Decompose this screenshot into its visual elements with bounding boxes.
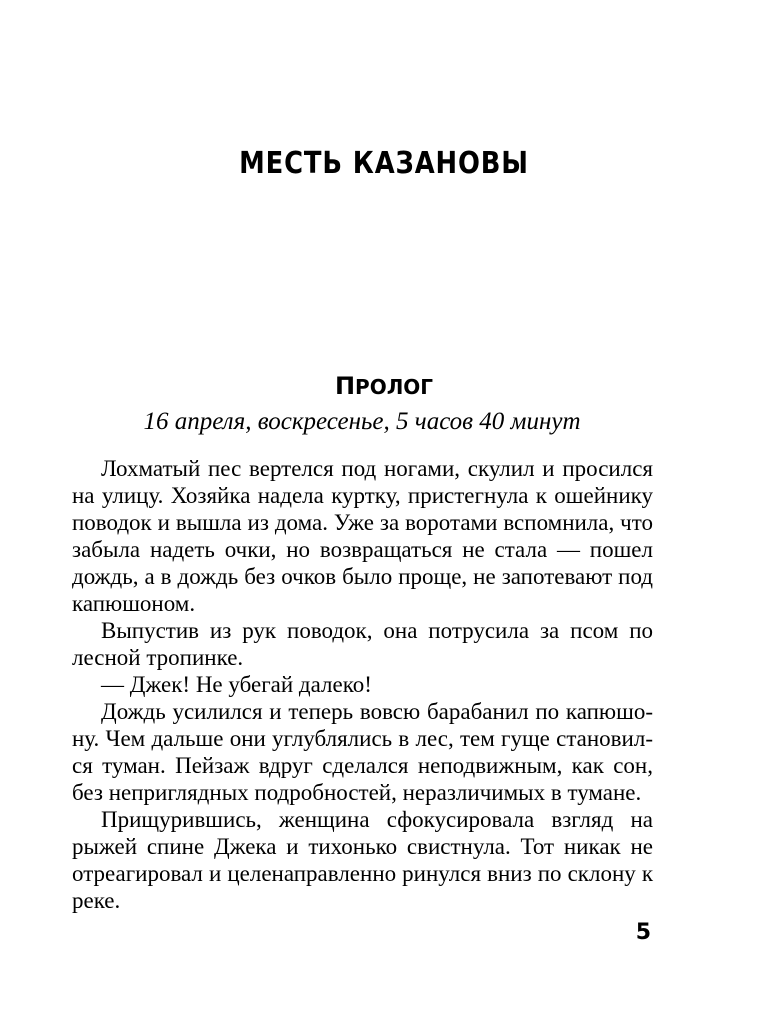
paragraph-4: Дождь усилился и теперь вовсю барабанил по капюшону. Чем дальше они углублялись в лес, тем гуще становился туман. Пейзаж вдруг сделался неподвижным, как сон, без неприглядных подробностей, неразличимых в тумане. [72,699,653,805]
chapter-dateline: 16 апреля, воскресенье, 5 часов 40 минут [143,408,581,435]
body-text [72,455,653,914]
paragraph-2: Выпустив из рук поводок, она потрусила за псом по лесной тропинке. [72,618,653,670]
page-number: 5 [635,920,651,945]
chapter-title-rest: РОЛОГ [355,375,434,399]
chapter-title-lead-letter: П [334,372,356,400]
paragraph-3: — Джек! Не убегай далеко! [101,672,372,697]
book-title: МЕСТЬ КАЗАНОВЫ [239,146,529,181]
paragraph-1: Лохматый пес вертелся под ногами, скулил и просился на улицу. Хозяйка надела куртку, пристегнула к ошейнику поводок и вышла из дома. Уже за воротами вспомнила, что забыла надеть очки, но возвращаться не стала — пошел дождь, а в дождь без очков было проще, не запотевают под капюшоном. [72,456,653,616]
chapter-title [0,372,768,400]
paragraph-5: Прищурившись, женщина сфокусировала взгляд на рыжей спине Джека и тихонько свистнула. Тот никак не отреагировал и целенаправленно ринулся вниз по склону к реке. [72,807,653,913]
